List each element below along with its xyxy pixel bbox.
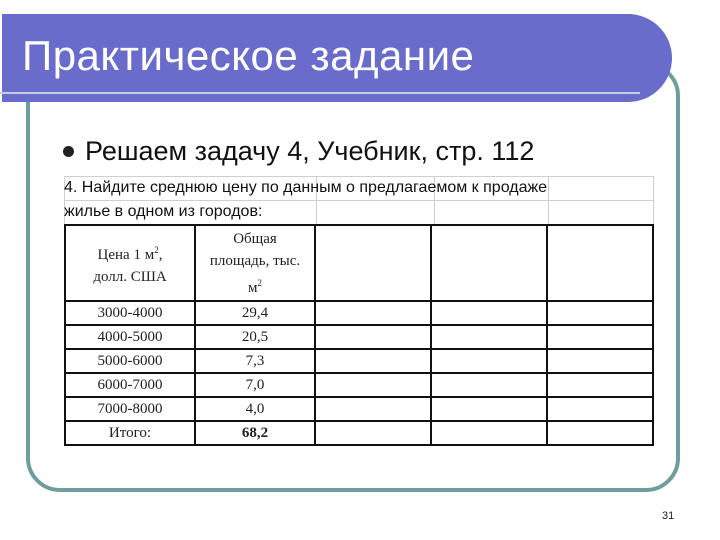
- empty-cell: [431, 349, 547, 373]
- header-price-comma: ,: [158, 246, 163, 263]
- empty-cell: [547, 373, 653, 397]
- header-price-text: Цена 1 м: [97, 246, 155, 263]
- empty-cell: [431, 421, 547, 445]
- header-price-sup: 2: [154, 244, 159, 255]
- table-row: [65, 373, 653, 397]
- total-value: 68,2: [195, 421, 315, 445]
- table-header-row: [65, 225, 653, 301]
- empty-cell: [431, 397, 547, 421]
- table-row: [65, 397, 653, 421]
- range-cell: 5000-6000: [65, 349, 195, 373]
- header-area-line2: площадь, тыс.: [209, 252, 301, 269]
- bullet-icon: [63, 146, 74, 157]
- area-cell: 7,3: [195, 349, 315, 373]
- empty-cell: [315, 397, 431, 421]
- empty-cell: [315, 325, 431, 349]
- header-area-line1: Общая: [233, 230, 277, 247]
- page-number: 31: [662, 510, 675, 522]
- empty-cell: [315, 373, 431, 397]
- empty-cell: [431, 325, 547, 349]
- empty-cell: [547, 349, 653, 373]
- range-cell: 4000-5000: [65, 325, 195, 349]
- header-price-unit: долл. США: [93, 268, 167, 285]
- empty-cell: [431, 301, 547, 325]
- bullet-text: Решаем задачу 4, Учебник, стр. 112: [85, 136, 535, 166]
- header-area-line3: м: [248, 279, 258, 296]
- empty-cell: [547, 301, 653, 325]
- empty-cell: [315, 349, 431, 373]
- header-price: [65, 225, 195, 301]
- table-row: [65, 349, 653, 373]
- range-cell: 3000-4000: [65, 301, 195, 325]
- table-row: [65, 325, 653, 349]
- header-area: [195, 225, 315, 301]
- area-cell: 20,5: [195, 325, 315, 349]
- table-total-row: [65, 421, 653, 445]
- header-empty-2: [431, 225, 547, 301]
- area-cell: 4,0: [195, 397, 315, 421]
- empty-cell: [315, 421, 431, 445]
- task-line-1: 4. Найдите среднюю цену по данным о предлагаемом к продаже: [64, 179, 548, 196]
- empty-cell: [547, 325, 653, 349]
- area-cell: 29,4: [195, 301, 315, 325]
- price-table: [64, 224, 654, 446]
- empty-cell: [315, 301, 431, 325]
- area-cell: 7,0: [195, 373, 315, 397]
- header-empty-3: [547, 225, 653, 301]
- header-area-sup: 2: [257, 277, 262, 288]
- header-empty-1: [315, 225, 431, 301]
- empty-cell: [547, 397, 653, 421]
- table-row: [65, 301, 653, 325]
- empty-cell: [431, 373, 547, 397]
- banner-underline: [0, 92, 640, 94]
- task-line-2: жилье в одном из городов:: [64, 203, 263, 220]
- empty-cell: [547, 421, 653, 445]
- slide-title: Практическое задание: [22, 32, 475, 79]
- range-cell: 7000-8000: [65, 397, 195, 421]
- total-label: Итого:: [65, 421, 195, 445]
- task-text: [64, 176, 652, 224]
- range-cell: 6000-7000: [65, 373, 195, 397]
